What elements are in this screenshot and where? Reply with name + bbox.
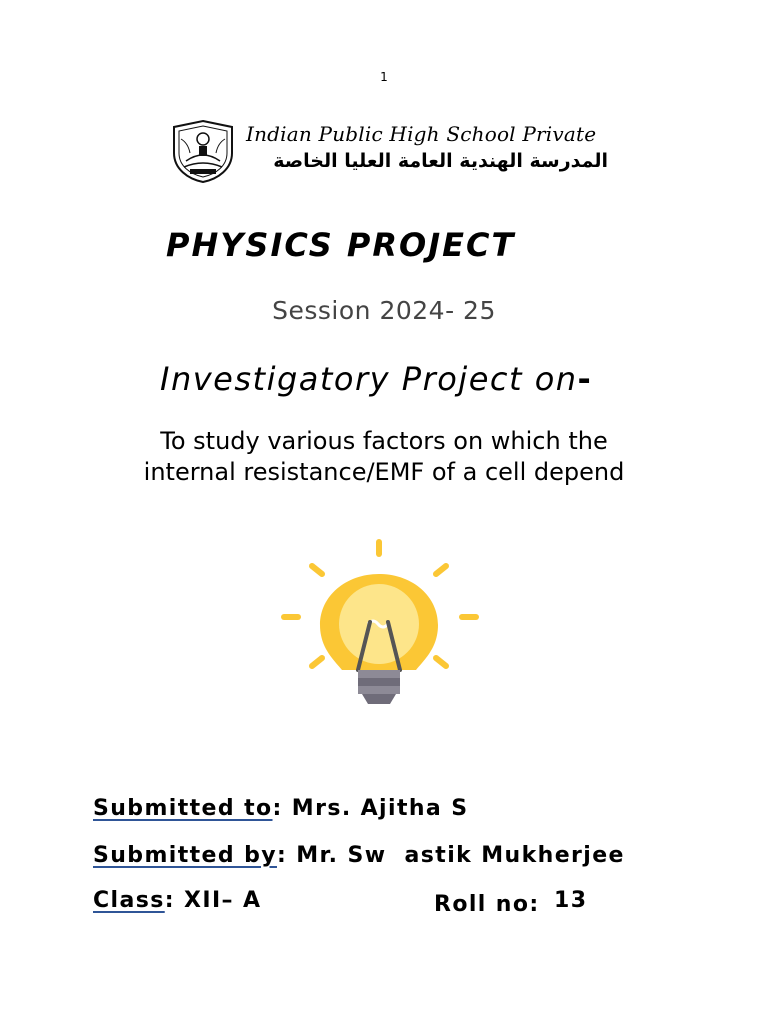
page-title: PHYSICS PROJECT — [166, 226, 516, 264]
session-label: Session 2024- 25 — [272, 296, 496, 325]
project-subtitle — [160, 360, 592, 398]
light-bulb-icon — [278, 536, 482, 712]
school-name-arabic: المدرسة الهندية العامة العليا الخاصة — [273, 150, 608, 172]
topic-line-1: To study various factors on which the — [160, 427, 608, 455]
class-row: Class: XII– A — [93, 888, 262, 913]
submitted-by-value: Mr. Sw astik Mukherjee — [296, 843, 625, 868]
topic-line-2: internal resistance/EMF of a cell depend — [143, 458, 625, 486]
submitted-by-label: Submitted by — [93, 843, 277, 868]
roll-value: 13 — [554, 888, 588, 913]
submitted-to-row: Submitted to: Mrs. Ajitha S — [93, 796, 469, 821]
roll-label: Roll no: — [434, 892, 540, 917]
subtitle-text: Investigatory Project on — [160, 360, 578, 398]
subtitle-dash: - — [577, 360, 593, 398]
school-name-english: Indian Public High School Private — [246, 122, 597, 146]
submitted-to-value: Mrs. Ajitha S — [291, 796, 469, 821]
school-crest-icon — [168, 119, 238, 183]
page-number: 1 — [380, 70, 388, 84]
submitted-to-label: Submitted to — [93, 796, 273, 821]
class-value: XII– A — [184, 888, 262, 913]
project-topic — [0, 426, 768, 488]
class-label: Class — [93, 888, 165, 913]
submitted-by-row: Submitted by: Mr. Sw astik Mukherjee — [93, 843, 625, 868]
